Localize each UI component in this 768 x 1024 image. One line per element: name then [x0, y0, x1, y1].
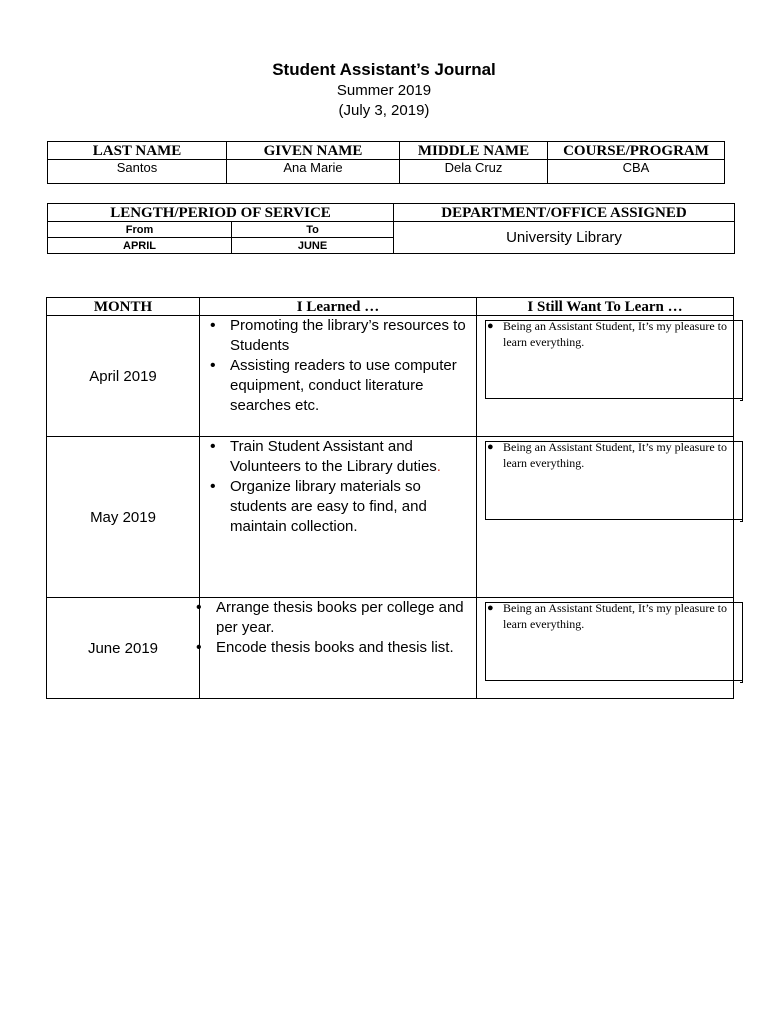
still-learn-header: I Still Want To Learn …: [477, 298, 734, 316]
student-info-table: [47, 141, 725, 184]
note-text: ● Being an Assistant Student, It’s my pleasure to learn everything.: [487, 440, 727, 470]
to-value: JUNE: [232, 238, 394, 254]
journal-date: (July 3, 2019): [338, 102, 430, 119]
department-value: University Library: [394, 222, 735, 254]
list-item: • Train Student Assistant and Volunteers to the Library duties.: [200, 437, 476, 477]
table-row: [47, 316, 734, 437]
course-program-header: COURSE/PROGRAM: [548, 142, 725, 160]
list-item: • Assisting readers to use computer equipment, conduct literature searches etc.: [200, 356, 476, 416]
middle-name-value: Dela Cruz: [400, 160, 548, 184]
list-item: • Promoting the library’s resources to Students: [200, 316, 476, 356]
journal-title: Student Assistant’s Journal: [272, 60, 496, 79]
note-box-edge: [740, 441, 743, 522]
month-header: MONTH: [47, 298, 200, 316]
from-label: From: [48, 222, 232, 238]
department-header: DEPARTMENT/OFFICE ASSIGNED: [394, 204, 735, 222]
still-learn-cell: [477, 437, 734, 598]
last-name-header: LAST NAME: [48, 142, 227, 160]
note-box-edge: [740, 602, 743, 683]
list-item: • Arrange thesis books per college and per year.: [186, 598, 476, 638]
note-box-edge: [740, 320, 743, 401]
still-learn-cell: [477, 598, 734, 699]
learned-cell: [200, 316, 477, 437]
to-label: To: [232, 222, 394, 238]
note-text: ● Being an Assistant Student, It’s my pleasure to learn everything.: [487, 319, 727, 349]
learned-header: I Learned …: [200, 298, 477, 316]
learned-cell: [200, 598, 477, 699]
list-item: • Organize library materials so students are easy to find, and maintain collection.: [200, 477, 476, 537]
bullet-icon: ●: [487, 441, 494, 453]
month-cell: June 2019: [47, 598, 200, 699]
from-value: APRIL: [48, 238, 232, 254]
course-program-value: CBA: [548, 160, 725, 184]
note-text: ● Being an Assistant Student, It’s my pleasure to learn everything.: [487, 601, 727, 631]
last-name-value: Santos: [48, 160, 227, 184]
table-row: [47, 598, 734, 699]
service-table: [47, 203, 735, 254]
list-item: • Encode thesis books and thesis list.: [186, 638, 476, 658]
table-row: [47, 437, 734, 598]
period-header: LENGTH/PERIOD OF SERVICE: [48, 204, 394, 222]
month-cell: May 2019: [47, 437, 200, 598]
given-name-header: GIVEN NAME: [227, 142, 400, 160]
bullet-icon: ●: [487, 320, 494, 332]
given-name-value: Ana Marie: [227, 160, 400, 184]
month-cell: April 2019: [47, 316, 200, 437]
still-learn-cell: [477, 316, 734, 437]
bullet-icon: ●: [487, 602, 494, 614]
learned-cell: [200, 437, 477, 598]
journal-term: Summer 2019: [336, 82, 432, 99]
journal-table: [46, 297, 734, 699]
middle-name-header: MIDDLE NAME: [400, 142, 548, 160]
